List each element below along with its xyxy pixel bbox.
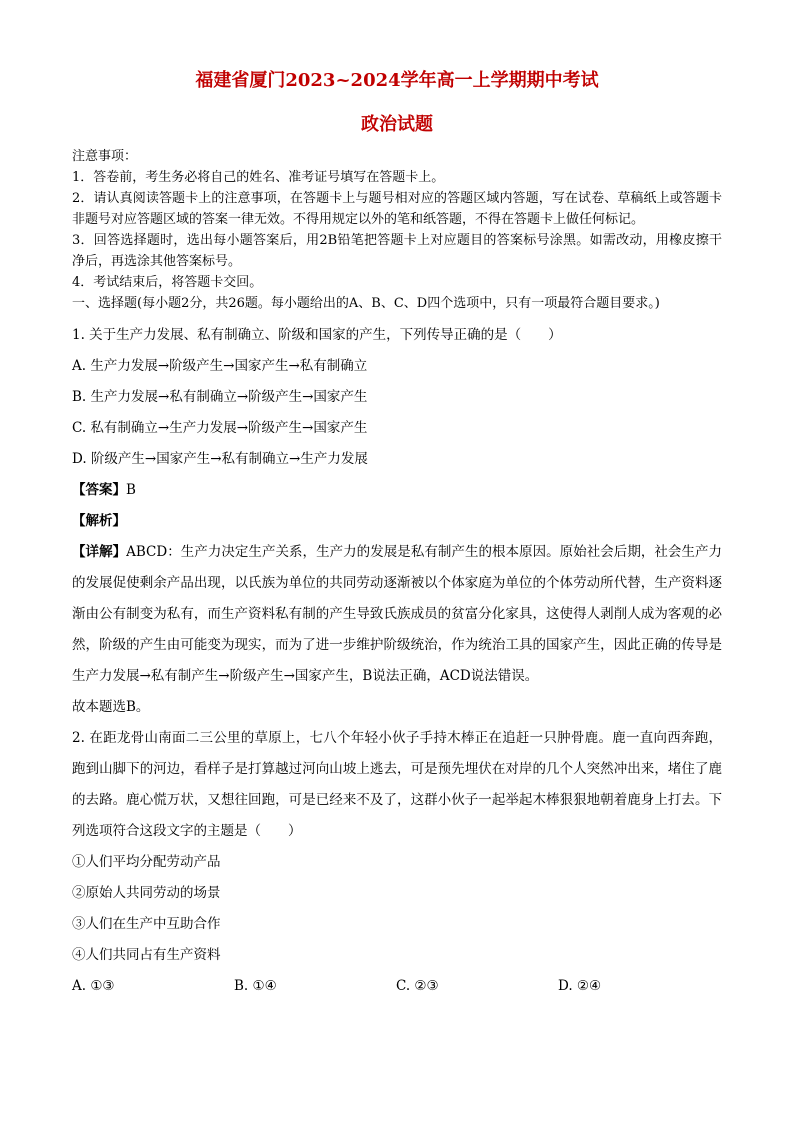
statement-1: ①人们平均分配劳动产品 (72, 854, 221, 870)
notice-item-3: 3．回答选择题时，选出每小题答案后，用2B铅笔把答题卡上对应题目的答案标号涂黑。如需改动，用橡皮擦干净后，再选涂其他答案标号。 (72, 233, 722, 269)
option-a: A. 生产力发展→阶级产生→国家产生→私有制确立 (72, 358, 368, 374)
answer-tag: 【答案】 (72, 482, 126, 498)
notice-heading: 注意事项： (72, 149, 138, 164)
exam-subject: 政治试题 (361, 114, 433, 135)
option-c: C. ②③ (396, 978, 439, 994)
detail-tag: 【详解】 (72, 544, 127, 560)
notice-item-1: 1．答卷前，考生务必将自己的姓名、准考证号填写在答题卡上。 (72, 170, 445, 185)
detail-text: ABCD：生产力决定生产关系，生产力的发展是私有制产生的根本原因。原始社会后期，社会生产力的发展促使剩余产品出现，以氏族为单位的共同劳动逐渐被以个体家庭为单位的个体劳动所代替，生产资料逐渐由公有制变为私有，而生产资料私有制的产生导致氏族成员的贫富分化家具，这使得人剥削人成为客观的必然，阶级的产生由可能变为现实，而为了进一步维护阶级统治，作为统治工具的国家产生，因此正确的传导是生产力发展→私有制产生→阶级产生→国家产生，B说法正确，ACD说法错误。 (72, 544, 723, 684)
question-stem: 2. 在距龙骨山南面二三公里的草原上，七八个年轻小伙子手持木棒正在追赶一只肿骨鹿。鹿一直向西奔跑，跑到山脚下的河边，看样子是打算越过河向山坡上逃去，可是预先埋伏在对岸的几个人突然冲出来，堵住了鹿的去路。鹿心慌万状，又想往回跑，可是已经来不及了，这群小伙子一起举起木棒狠狠地朝着鹿身上打去。下列选项符合这段文字的主题是（ ） (72, 730, 722, 839)
question-2 (72, 723, 722, 1002)
option-d: D. 阶级产生→国家产生→私有制确立→生产力发展 (72, 451, 368, 467)
section-heading: 一、选择题(每小题2分，共26题。每小题给出的A、B、C、D四个选项中，只有一项最符合题目要求。) (72, 296, 660, 311)
notice-block (72, 146, 722, 293)
conclusion-line: 故本题选B。 (72, 699, 150, 715)
statement-3: ③人们在生产中互助合作 (72, 916, 221, 932)
notice-item-4: 4．考试结束后，将答题卡交回。 (72, 275, 263, 290)
question-stem: 1. 关于生产力发展、私有制确立、阶级和国家的产生，下列传导正确的是（ ） (72, 327, 562, 343)
exam-title: 福建省厦门2023~2024学年高一上学期期中考试 (195, 70, 599, 91)
option-a: A. ①③ (72, 978, 115, 994)
option-d: D. ②④ (558, 978, 602, 994)
options-row (72, 971, 722, 1002)
analysis-tag: 【解析】 (72, 513, 126, 529)
analysis-line (72, 506, 722, 537)
detail-paragraph (72, 537, 722, 692)
option-b: B. 生产力发展→私有制确立→阶级产生→国家产生 (72, 389, 368, 405)
option-c: C. 私有制确立→生产力发展→阶级产生→国家产生 (72, 420, 368, 436)
statement-4: ④人们共同占有生产资料 (72, 947, 221, 963)
answer-value: B (126, 482, 136, 498)
question-1 (72, 320, 722, 723)
option-b: B. ①④ (234, 978, 277, 994)
statement-2: ②原始人共同劳动的场景 (72, 885, 221, 901)
answer-line (72, 475, 722, 506)
notice-item-2: 2．请认真阅读答题卡上的注意事项，在答题卡上与题号相对应的答题区域内答题，写在试卷、草稿纸上或答题卡非题号对应答题区域的答案一律无效。不得用规定以外的笔和纸答题，不得在答题卡上做任何标记。 (72, 191, 722, 227)
